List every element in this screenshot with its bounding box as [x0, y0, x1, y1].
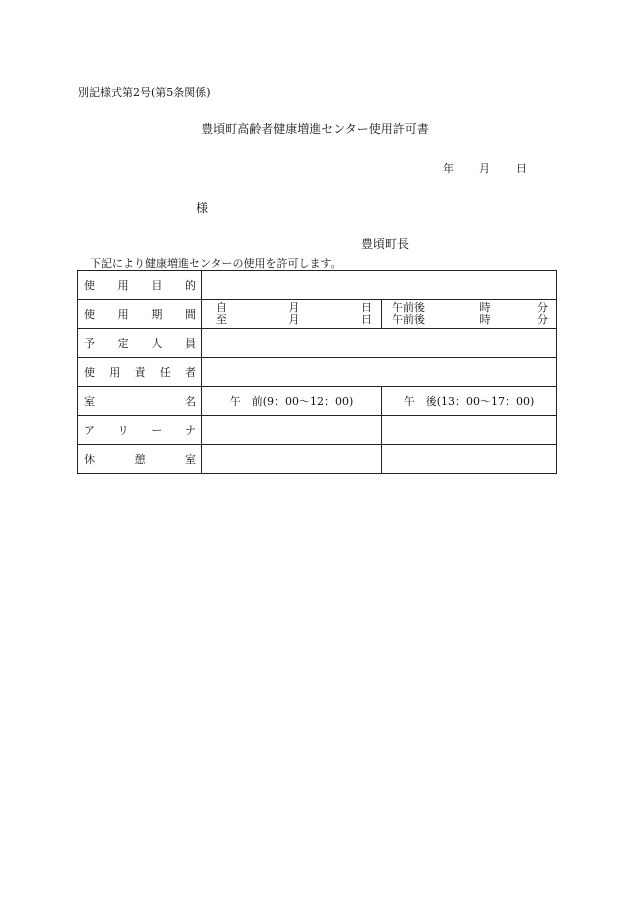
period-to-line	[202, 314, 381, 326]
period-to-month: 月	[288, 313, 300, 326]
intro-text: 下記により健康増進センターの使用を許可します。	[90, 257, 342, 270]
people-field[interactable]	[202, 329, 557, 358]
label-char: 用	[109, 365, 121, 379]
table-row-purpose	[78, 271, 557, 300]
purpose-field[interactable]	[202, 271, 557, 300]
label-char: 間	[184, 307, 196, 321]
manager-field[interactable]	[202, 358, 557, 387]
date-day: 日	[516, 162, 527, 175]
period-date-field[interactable]	[202, 300, 382, 329]
label-char: ナ	[184, 423, 196, 437]
label-char: 定	[117, 336, 129, 350]
lounge-afternoon-field[interactable]	[382, 445, 557, 474]
label-char: 目	[151, 278, 163, 292]
label-char: 室	[84, 394, 95, 408]
label-char: 予	[84, 336, 95, 350]
label-char: 使	[84, 278, 95, 292]
period-from-label: 自	[216, 301, 227, 314]
label-char: 用	[117, 307, 129, 321]
label-char: 者	[185, 365, 196, 379]
addressee-suffix: 様	[196, 201, 209, 215]
label-char: 責	[134, 365, 146, 379]
label-manager	[78, 358, 202, 387]
arena-afternoon-field[interactable]	[382, 416, 557, 445]
form-id: 別記様式第2号(第5条関係)	[78, 86, 211, 99]
label-char: ー	[151, 423, 163, 437]
label-char: リ	[117, 423, 129, 437]
label-char: 使	[84, 365, 95, 379]
label-purpose	[78, 271, 202, 300]
table-row-manager	[78, 358, 557, 387]
label-arena	[78, 416, 202, 445]
table-row-arena	[78, 416, 557, 445]
label-char: 室	[185, 452, 196, 466]
label-char: 員	[184, 336, 196, 350]
issuer: 豊頃町長	[361, 237, 410, 251]
period-from-month: 月	[288, 301, 300, 314]
label-char: 任	[159, 365, 171, 379]
to-ampm: 午前後	[392, 313, 425, 326]
table-row-period	[78, 300, 557, 329]
from-hour: 時	[479, 301, 491, 314]
arena-morning-field[interactable]	[202, 416, 382, 445]
date-month: 月	[479, 162, 490, 175]
label-room	[78, 387, 202, 416]
date-year: 年	[443, 162, 454, 175]
period-from-day: 日	[361, 301, 372, 314]
label-period	[78, 300, 202, 329]
to-hour: 時	[479, 313, 491, 326]
table-row-lounge	[78, 445, 557, 474]
label-lounge	[78, 445, 202, 474]
label-char: 憩	[134, 452, 146, 466]
period-time-field[interactable]	[382, 300, 557, 329]
period-to-time-line	[382, 314, 556, 326]
label-char: 的	[184, 278, 196, 292]
slot-morning-header: 午 前(9：00～12：00)	[202, 387, 382, 416]
period-to-day: 日	[361, 313, 372, 326]
from-ampm: 午前後	[392, 301, 425, 314]
to-minute: 分	[537, 313, 548, 326]
table-row-people	[78, 329, 557, 358]
lounge-morning-field[interactable]	[202, 445, 382, 474]
label-char: 期	[151, 307, 163, 321]
label-char: ア	[84, 423, 95, 437]
document-title: 豊頃町高齢者健康増進センター使用許可書	[201, 122, 429, 136]
label-char: 人	[151, 336, 163, 350]
table-row-room	[78, 387, 557, 416]
label-char: 使	[84, 307, 95, 321]
label-char: 用	[117, 278, 129, 292]
slot-afternoon-header: 午 後(13：00～17：00)	[382, 387, 557, 416]
from-minute: 分	[537, 301, 548, 314]
period-to-label: 至	[216, 313, 227, 326]
label-char: 休	[84, 452, 95, 466]
label-people	[78, 329, 202, 358]
permit-table	[77, 270, 557, 474]
label-char: 名	[185, 394, 196, 408]
date-line	[443, 160, 527, 176]
